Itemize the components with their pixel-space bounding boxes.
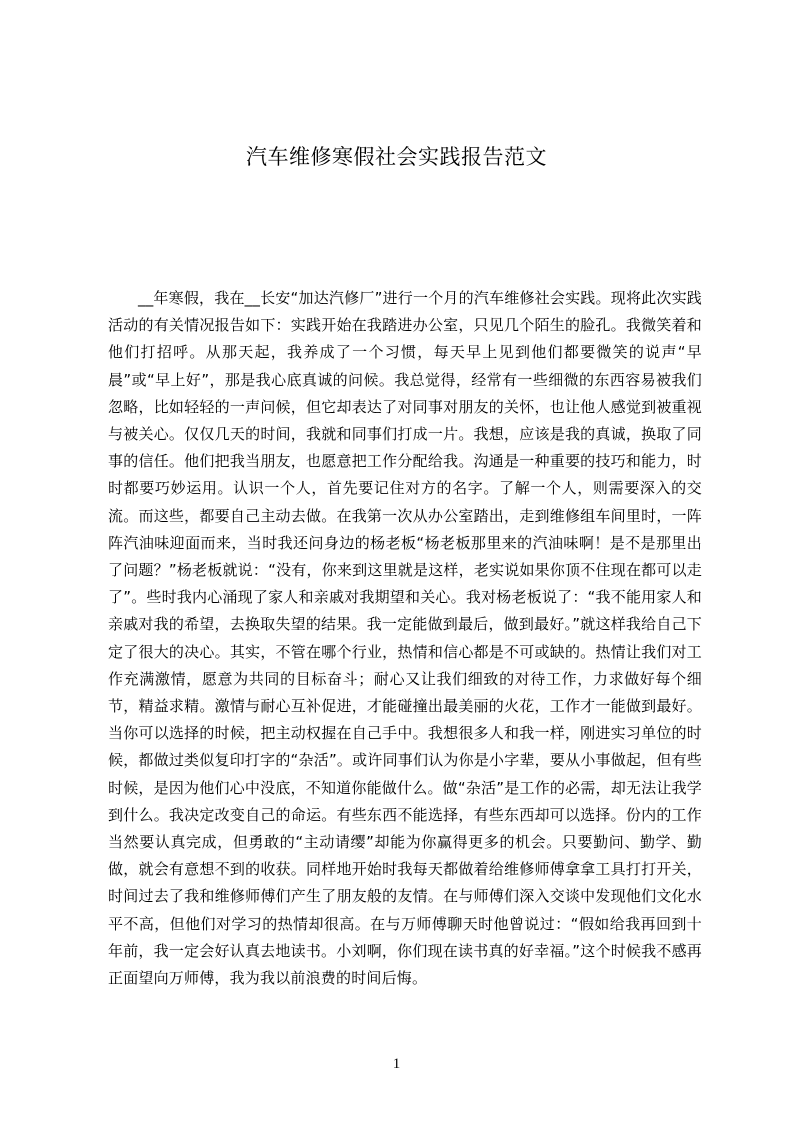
document-title: 汽车维修寒假社会实践报告范文 xyxy=(246,145,547,169)
page-number: 1 xyxy=(392,1056,401,1072)
body-paragraph: __年寒假，我在__长安“加达汽修厂”进行一个月的汽车维修社会实践。现将此次实践活动的有关情况报告如下：实践开始在我踏进办公室，只见几个陌生的脸孔。我微笑着和他们打招呼。从那天起，我养成了一个习惯，每天早上见到他们都要微笑的说声“早晨”或“早上好”，那是我心底真诚的问候。我总觉得，经常有一些细微的东西容易被我们忽略，比如轻轻的一声问候，但它却表达了对同事对朋友的关怀，也让他人感觉到被重视与被关心。仅仅几天的时间，我就和同事们打成一片。我想，应该是我的真诚，换取了同事的信任。他们把我当朋友，也愿意把工作分配给我。沟通是一种重要的技巧和能力，时时都要巧妙运用。认识一个人，首先要记住对方的名字。了解一个人，则需要深入的交流。而这些，都要自己主动去做。在我第一次从办公室踏出，走到维修组车间里时，一阵阵汽油味迎面而来，当时我还问身边的杨老板“杨老板那里来的汽油味啊！是不是那里出了问题？”杨老板就说：“没有，你来到这里就是这样，老实说如果你顶不住现在都可以走了”。些时我内心涌现了家人和亲戚对我期望和关心。我对杨老板说了：“我不能用家人和亲戚对我的希望，去换取失望的结果。我一定能做到最后，做到最好。”就这样我给自己下定了很大的决心。其实，不管在哪个行业，热情和信心都是不可或缺的。热情让我们对工作充满激情，愿意为共同的目标奋斗；耐心又让我们细致的对待工作，力求做好每个细节，精益求精。激情与耐心互补促进，才能碰撞出最美丽的火花，工作才一能做到最好。当你可以选择的时候，把主动权握在自己手中。我想很多人和我一样，刚进实习单位的时候，都做过类似复印打字的“杂活”。或许同事们认为你是小字辈，要从小事做起，但有些时候，是因为他们心中没底，不知道你能做什么。做“杂活”是工作的必需，却无法让我学到什么。我决定改变自己的命运。有些东西不能选择，有些东西却可以选择。份内的工作当然要认真完成，但勇敢的“主动请缨”却能为你赢得更多的机会。只要勤问、勤学、勤做，就会有意想不到的收获。同样地开始时我每天都做着给维修师傅拿拿工具打打开关，时间过去了我和维修师傅们产生了朋友般的友情。在与师傅们深入交谈中发现他们文化水平不高，但他们对学习的热情却很高。在与万师傅聊天时他曾说过：“假如给我再回到十年前，我一定会好认真去地读书。小刘啊，你们现在读书真的好幸福。”这个时候我不感再正面望向万师傅，我为我以前浪费的时间后悔。 xyxy=(108,289,702,988)
